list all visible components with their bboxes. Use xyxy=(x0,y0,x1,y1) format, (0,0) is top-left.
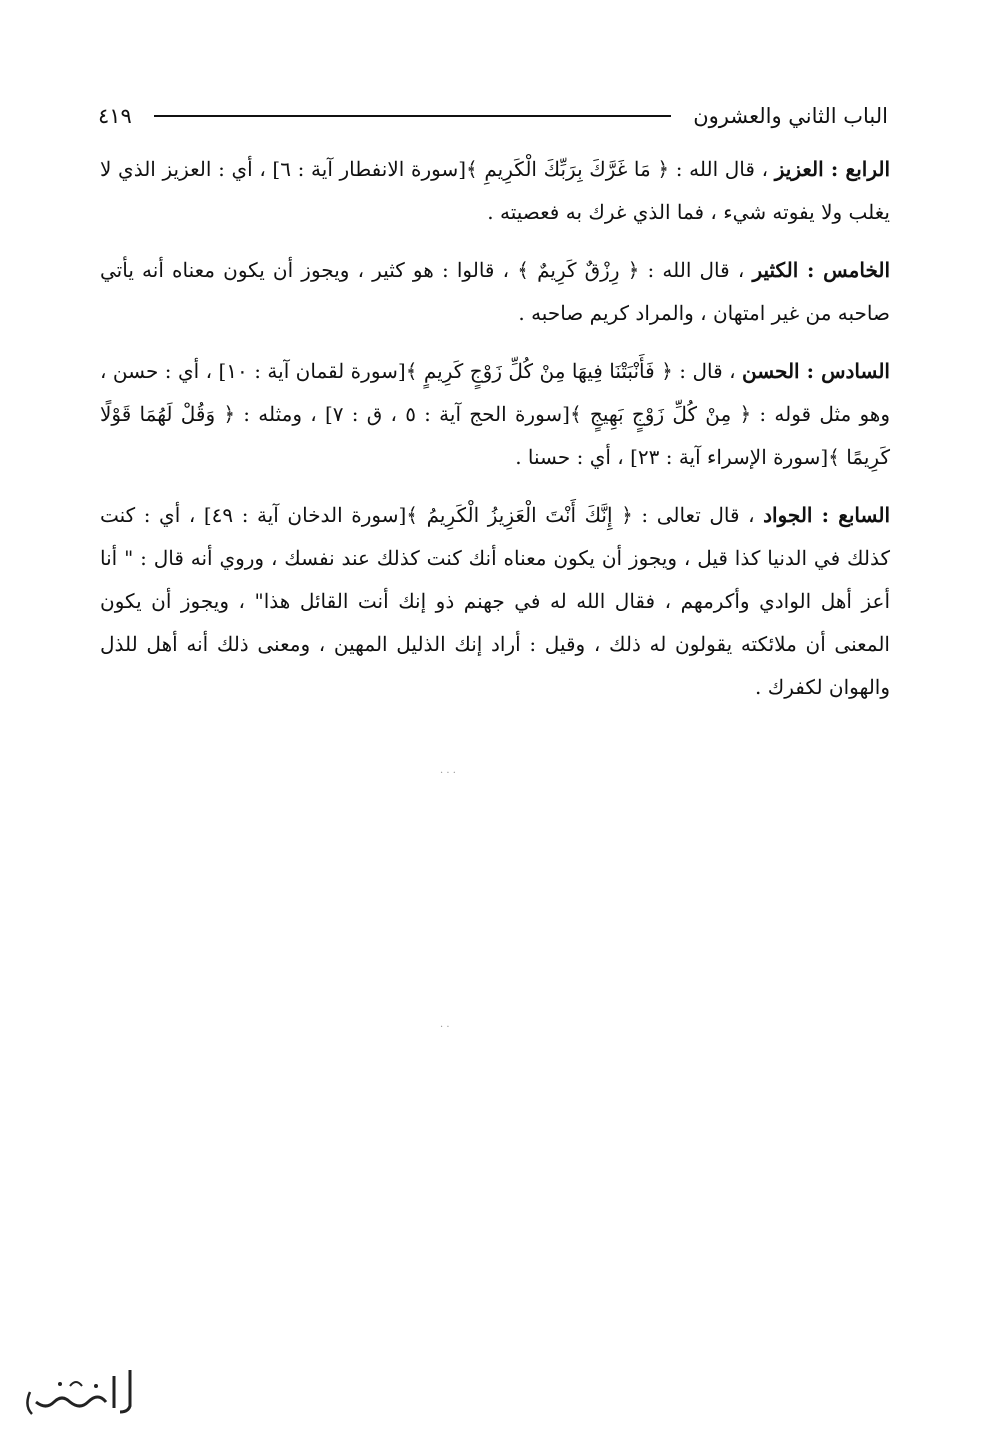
page-body xyxy=(100,148,890,724)
page-number: ٤١٩ xyxy=(98,104,132,128)
paragraph-lead: السادس : الحسن xyxy=(741,359,890,383)
scan-speck: · · xyxy=(440,1022,450,1033)
chapter-title: الباب الثاني والعشرون xyxy=(693,104,888,128)
paragraph-text: ، قال تعالى : ﴿ إِنَّكَ أَنْتَ الْعَزِيزُ الْكَرِيمُ ﴾[سورة الدخان آية : ٤٩] ، أي : كنت كذلك في الدنيا كذا قيل ، ويجوز أن يكون معناه أنك كنت كذلك عند نفسك ، وروي أنه قال : " أنا أعز أهل الوادي وأكرمهم ، فقال الله له في جهنم ذو إنك أنت القائل هذا" ، ويجوز أن يكون المعنى أن ملائكته يقولون له ذلك ، وقيل : أراد إنك الذليل المهين ، ومعنى ذلك أنه أهل للذل والهوان لكفرك . xyxy=(100,503,890,699)
paragraph-fifth xyxy=(100,249,890,335)
scan-speck: · · · xyxy=(440,768,456,779)
logo-calligraphy-icon xyxy=(10,1362,140,1422)
paragraph-lead: الرابع : العزيز xyxy=(774,157,891,181)
header-rule xyxy=(154,115,671,117)
paragraph-text: ، قال الله : ﴿ رِزْقٌ كَرِيمٌ ﴾ ، قالوا : هو كثير ، ويجوز أن يكون معناه أنه يأتي صاحبه من غير امتهان ، والمراد كريم صاحبه . xyxy=(100,258,890,325)
publisher-logo xyxy=(10,1362,140,1422)
paragraph-text: ، قال الله : ﴿ مَا غَرَّكَ بِرَبِّكَ الْكَرِيمِ ﴾[سورة الانفطار آية : ٦] ، أي : العزيز الذي لا يغلب ولا يفوته شيء ، فما الذي غرك به فعصيته . xyxy=(100,157,890,224)
page-header xyxy=(98,96,888,136)
paragraph-lead: الخامس : الكثير xyxy=(752,258,890,282)
paragraph-seventh xyxy=(100,494,890,709)
paragraph-fourth xyxy=(100,148,890,234)
paragraph-sixth xyxy=(100,350,890,479)
paragraph-lead: السابع : الجواد xyxy=(763,503,890,527)
paragraph-text: ، قال : ﴿ فَأَنْبَتْنَا فِيهَا مِنْ كُلِّ زَوْجٍ كَرِيمٍ ﴾[سورة لقمان آية : ١٠] ، أي : حسن ، وهو مثل قوله : ﴿ مِنْ كُلِّ زَوْجٍ بَهِيجٍ ﴾[سورة الحج آية : ٥ ، ق : ٧] ، ومثله : ﴿ وَقُلْ لَهُمَا قَوْلًا كَرِيمًا ﴾[سورة الإسراء آية : ٢٣] ، أي : حسنا . xyxy=(100,359,890,469)
